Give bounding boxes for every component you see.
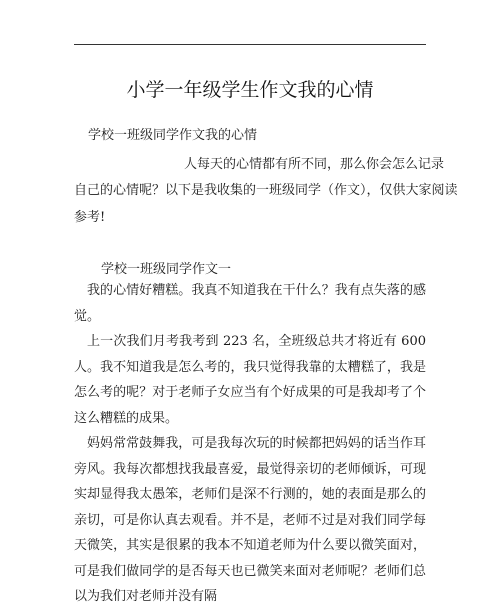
essay-body: [74, 278, 426, 610]
paragraph-3: 妈妈常常鼓舞我，可是我每次玩的时候都把妈妈的话当作耳旁风。我每次都想找我最喜爱，最觉得亲切的老师倾诉，可现实却显得我太愚笨，老师们是深不行测的，她的表面是那么的亲切，可是你认真去观看。并不是，老师不过是对我们同学每天微笑，其实是很累的我本不知道老师为什么要以微笑面对，可是我们做同学的是否每天也已微笑来面对老师呢？老师们总以为我们对老师并没有隔: [74, 436, 426, 604]
intro-line-2: 自己的心情呢？以下是我收集的一班级同学（作文），仅供大家阅读: [74, 183, 458, 198]
header-divider: [74, 44, 426, 45]
paragraph-1: 我的心情好糟糕。我真不知道我在干什么？我有点失落的感觉。: [74, 283, 426, 324]
intro-line-3: 参考!: [74, 210, 106, 225]
paragraph-2: 上一次我们月考我考到 223 名，全班级总共才将近有 600 人。我不知道我是怎么考的，我只觉得我靠的太糟糕了，我是怎么考的呢？对于老师子女应当有个好成果的可是我却考了个这么糟糕的成果。: [74, 334, 426, 426]
intro-line-1: 人每天的心情都有所不同，那么你会怎么记录: [184, 157, 445, 172]
document-subtitle: 学校一班级同学作文我的心情: [88, 128, 258, 143]
document-title: 小学一年级学生作文我的心情: [126, 79, 374, 101]
section-heading: 学校一班级同学作文一: [101, 262, 232, 277]
